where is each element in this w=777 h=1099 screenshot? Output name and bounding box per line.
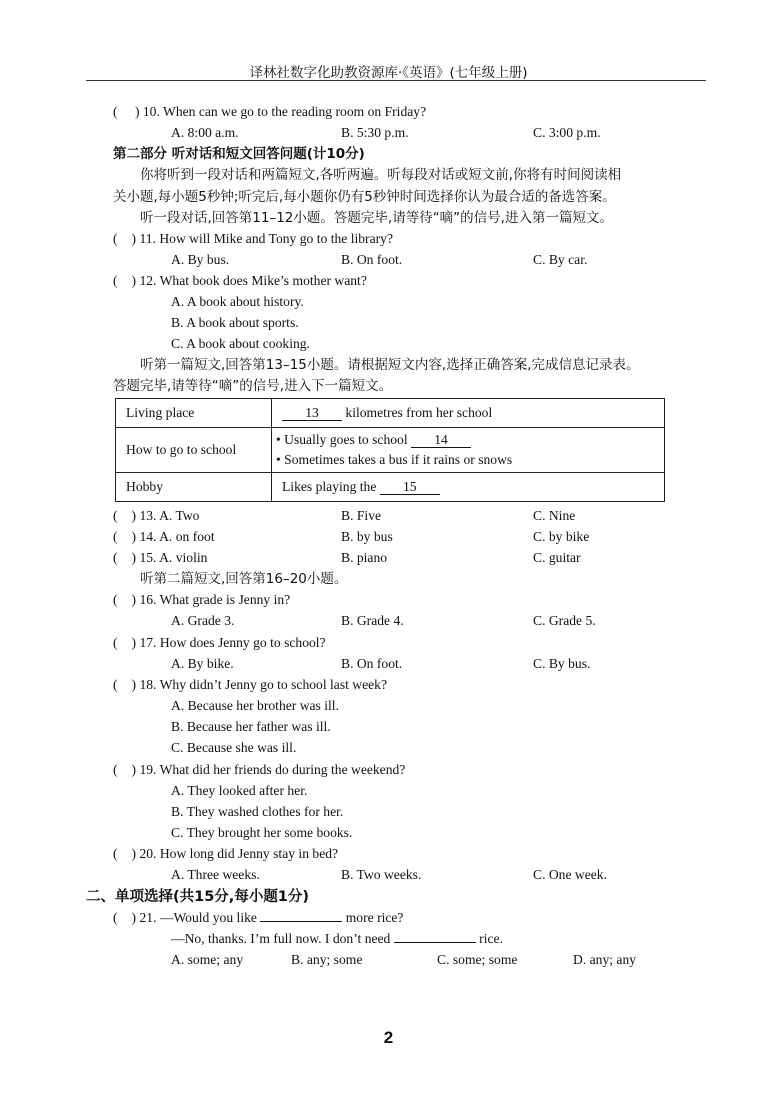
q21-option-b: B. any; some [291,952,363,967]
q15-option-c: C. guitar [533,550,581,565]
question-16-text: ) 16. What grade is Jenny in? [131,592,291,607]
part2-title: 第二部分 听对话和短文回答问题(计10分) [113,146,365,162]
q19-option-c: C. They brought her some books. [171,825,353,840]
question-19 [113,761,405,779]
q20-option-a: A. Three weeks. [171,867,260,882]
table-cell-living-place [272,399,665,428]
q18-option-a: A. Because her brother was ill. [171,698,339,713]
table-cell-hobby [272,473,665,502]
question-11 [113,230,393,248]
answer-bracket[interactable]: ( [113,529,118,544]
table-label-how-to-go: How to go to school [116,428,272,473]
blank-21b[interactable] [394,942,476,943]
header-rule [86,80,706,81]
q12-option-c: C. A book about cooking. [171,336,310,351]
q21-option-c: C. some; some [437,952,518,967]
question-21-line1a: ) 21. —Would you like [131,910,257,925]
answer-bracket[interactable]: ( [113,910,118,925]
question-20 [113,845,338,863]
living-place-text: kilometres from her school [345,405,493,420]
question-17-text: ) 17. How does Jenny go to school? [131,635,326,650]
q11-option-c: C. By car. [533,252,588,267]
question-10 [113,103,426,121]
q12-option-a: A. A book about history. [171,294,304,309]
answer-bracket[interactable]: ( [113,273,118,288]
blank-13[interactable]: 13 [282,406,342,421]
q17-option-b: B. On foot. [341,656,403,671]
page-number: 2 [383,1028,394,1047]
q16-option-b: B. Grade 4. [341,613,404,628]
q11-option-b: B. On foot. [341,252,403,267]
answer-bracket[interactable]: ( [113,231,118,246]
q14-option-c: C. by bike [533,529,590,544]
section2-title: 二、单项选择(共15分,每小题1分) [86,889,310,905]
answer-bracket[interactable]: ( [113,592,118,607]
question-20-text: ) 20. How long did Jenny stay in bed? [131,846,339,861]
q13-option-c: C. Nine [533,508,576,523]
q17-option-c: C. By bus. [533,656,591,671]
question-15 [113,549,207,567]
q10-option-b: B. 5:30 p.m. [341,125,409,140]
answer-bracket[interactable]: ( [113,104,118,119]
q18-option-c: C. Because she was ill. [171,740,297,755]
answer-bracket[interactable]: ( [113,762,118,777]
question-21-line1b: more rice? [345,910,404,925]
question-12 [113,272,367,290]
blank-14[interactable]: 14 [411,433,471,448]
question-12-text: ) 12. What book does Mike’s mother want? [131,273,367,288]
passage1-intro-line2: 答题完毕,请等待“嘀”的信号,进入下一篇短文。 [113,378,393,394]
q10-option-c: C. 3:00 p.m. [533,125,601,140]
hobby-text: Likes playing the [282,479,377,494]
table-cell-how-to-go [272,428,665,473]
q11-option-a: A. By bus. [171,252,230,267]
question-18 [113,676,387,694]
answer-bracket[interactable]: ( [113,550,118,565]
q12-option-b: B. A book about sports. [171,315,299,330]
q16-option-c: C. Grade 5. [533,613,596,628]
question-21-line2b: rice. [479,931,503,946]
table-label-living-place: Living place [116,399,272,428]
q10-option-a: A. 8:00 a.m. [171,125,239,140]
blank-15[interactable]: 15 [380,480,440,495]
page-header: 译林社数字化助教资源库·《英语》(七年级上册) [249,65,528,81]
question-17 [113,634,326,652]
question-13-text: ) 13. A. Two [131,508,200,523]
question-14-text: ) 14. A. on foot [131,529,215,544]
how-to-go-line1: • Usually goes to school [276,432,408,447]
how-to-go-line2: • Sometimes takes a bus if it rains or snows [276,452,513,467]
part2-intro-line2: 关小题,每小题5秒钟;听完后,每小题你仍有5秒钟时间选择你认为最合适的备选答案。 [113,189,616,205]
dialog-intro: 听一段对话,回答第11–12小题。答题完毕,请等待“嘀”的信号,进入第一篇短文。 [140,210,613,226]
table-label-hobby: Hobby [116,473,272,502]
q15-option-b: B. piano [341,550,388,565]
q21-option-a: A. some; any [171,952,244,967]
question-13 [113,507,199,525]
blank-21a[interactable] [260,921,342,922]
q20-option-c: C. One week. [533,867,607,882]
answer-bracket[interactable]: ( [113,508,118,523]
answer-bracket[interactable]: ( [113,635,118,650]
question-16 [113,591,290,609]
question-11-text: ) 11. How will Mike and Tony go to the library? [131,231,393,246]
part2-intro-line1: 你将听到一段对话和两篇短文,各听两遍。听每段对话或短文前,你将有时间阅读相 [140,167,622,183]
question-21-line2a: —No, thanks. I’m full now. I don’t need [171,931,391,946]
q19-option-b: B. They washed clothes for her. [171,804,344,819]
q21-option-d: D. any; any [573,952,637,967]
q18-option-b: B. Because her father was ill. [171,719,331,734]
q16-option-a: A. Grade 3. [171,613,235,628]
question-21 [113,909,403,927]
answer-bracket[interactable]: ( [113,846,118,861]
question-19-text: ) 19. What did her friends do during the weekend? [131,762,406,777]
question-10-text: ) 10. When can we go to the reading room on Friday? [134,104,427,119]
question-15-text: ) 15. A. violin [131,550,208,565]
q14-option-b: B. by bus [341,529,393,544]
q13-option-b: B. Five [341,508,382,523]
q20-option-b: B. Two weeks. [341,867,422,882]
passage1-intro-line1: 听第一篇短文,回答第13–15小题。请根据短文内容,选择正确答案,完成信息记录表。 [140,357,640,373]
question-14 [113,528,215,546]
answer-bracket[interactable]: ( [113,677,118,692]
q17-option-a: A. By bike. [171,656,234,671]
info-record-table [115,398,665,502]
passage2-intro: 听第二篇短文,回答第16–20小题。 [140,571,348,587]
question-21-reply [171,930,503,948]
question-18-text: ) 18. Why didn’t Jenny go to school last week? [131,677,388,692]
q19-option-a: A. They looked after her. [171,783,308,798]
